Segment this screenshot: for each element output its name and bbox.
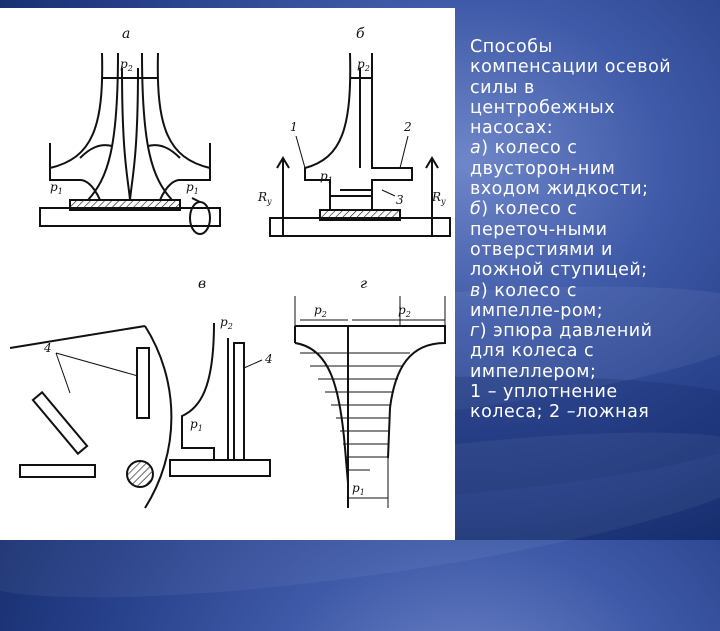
label-p1: $p_1$	[320, 169, 333, 185]
caption-line: насосах:	[470, 118, 554, 139]
caption-item: б) колесо с	[470, 199, 578, 220]
label-p1: $p_1$	[50, 180, 63, 196]
panel-label-g: г	[360, 276, 368, 292]
caption-line: Способы	[470, 37, 553, 57]
caption-line: для колеса с	[470, 341, 595, 362]
pump-diagram-figure	[0, 8, 455, 540]
caption-line: входом жидкости;	[470, 179, 649, 200]
pump-diagram-svg	[0, 8, 455, 540]
label-p2: $p_2$	[357, 57, 370, 73]
label-p1: $p_1$	[186, 180, 199, 196]
caption-line: импеллером;	[470, 361, 597, 382]
label-4: 4	[44, 341, 52, 355]
label-p2: $p_2$	[398, 303, 411, 319]
panel-g	[295, 296, 445, 508]
caption-line: ложной ступицей;	[470, 260, 648, 281]
caption-line: силы в	[470, 77, 535, 98]
caption-item: г) эпюра давлений	[470, 321, 653, 342]
label-r: $R_у$	[258, 190, 272, 206]
caption-line: колеса; 2 –ложная	[470, 402, 650, 423]
label-2: 2	[404, 120, 412, 134]
caption-line: двусторон-ним	[470, 158, 616, 179]
label-r: $R_у$	[432, 190, 446, 206]
caption-item: а) колесо с	[470, 138, 578, 159]
caption-line: компенсации осевой	[470, 57, 672, 78]
caption-line: отверстиями и	[470, 239, 613, 260]
label-p2: $p_2$	[314, 303, 327, 319]
label-p2: $p_2$	[220, 315, 233, 331]
caption-line: переточ-ными	[470, 219, 608, 240]
label-1: 1	[290, 120, 298, 134]
panel-label-a: а	[122, 26, 131, 42]
caption-line: центробежных	[470, 97, 616, 118]
caption-item: в) колесо с	[470, 280, 577, 301]
caption-text	[470, 37, 712, 423]
label-4: 4	[265, 352, 273, 366]
caption-line: 1 – уплотнение	[470, 382, 618, 403]
caption-line: импелле-ром;	[470, 300, 604, 321]
panel-b	[270, 53, 450, 236]
label-p2: $p_2$	[120, 57, 133, 73]
label-p1: $p_1$	[190, 417, 203, 433]
label-3: 3	[396, 193, 404, 207]
panel-label-b: б	[356, 26, 365, 42]
label-p1: $p_1$	[352, 481, 365, 497]
panel-label-v: в	[198, 276, 207, 292]
panel-a	[40, 53, 220, 234]
